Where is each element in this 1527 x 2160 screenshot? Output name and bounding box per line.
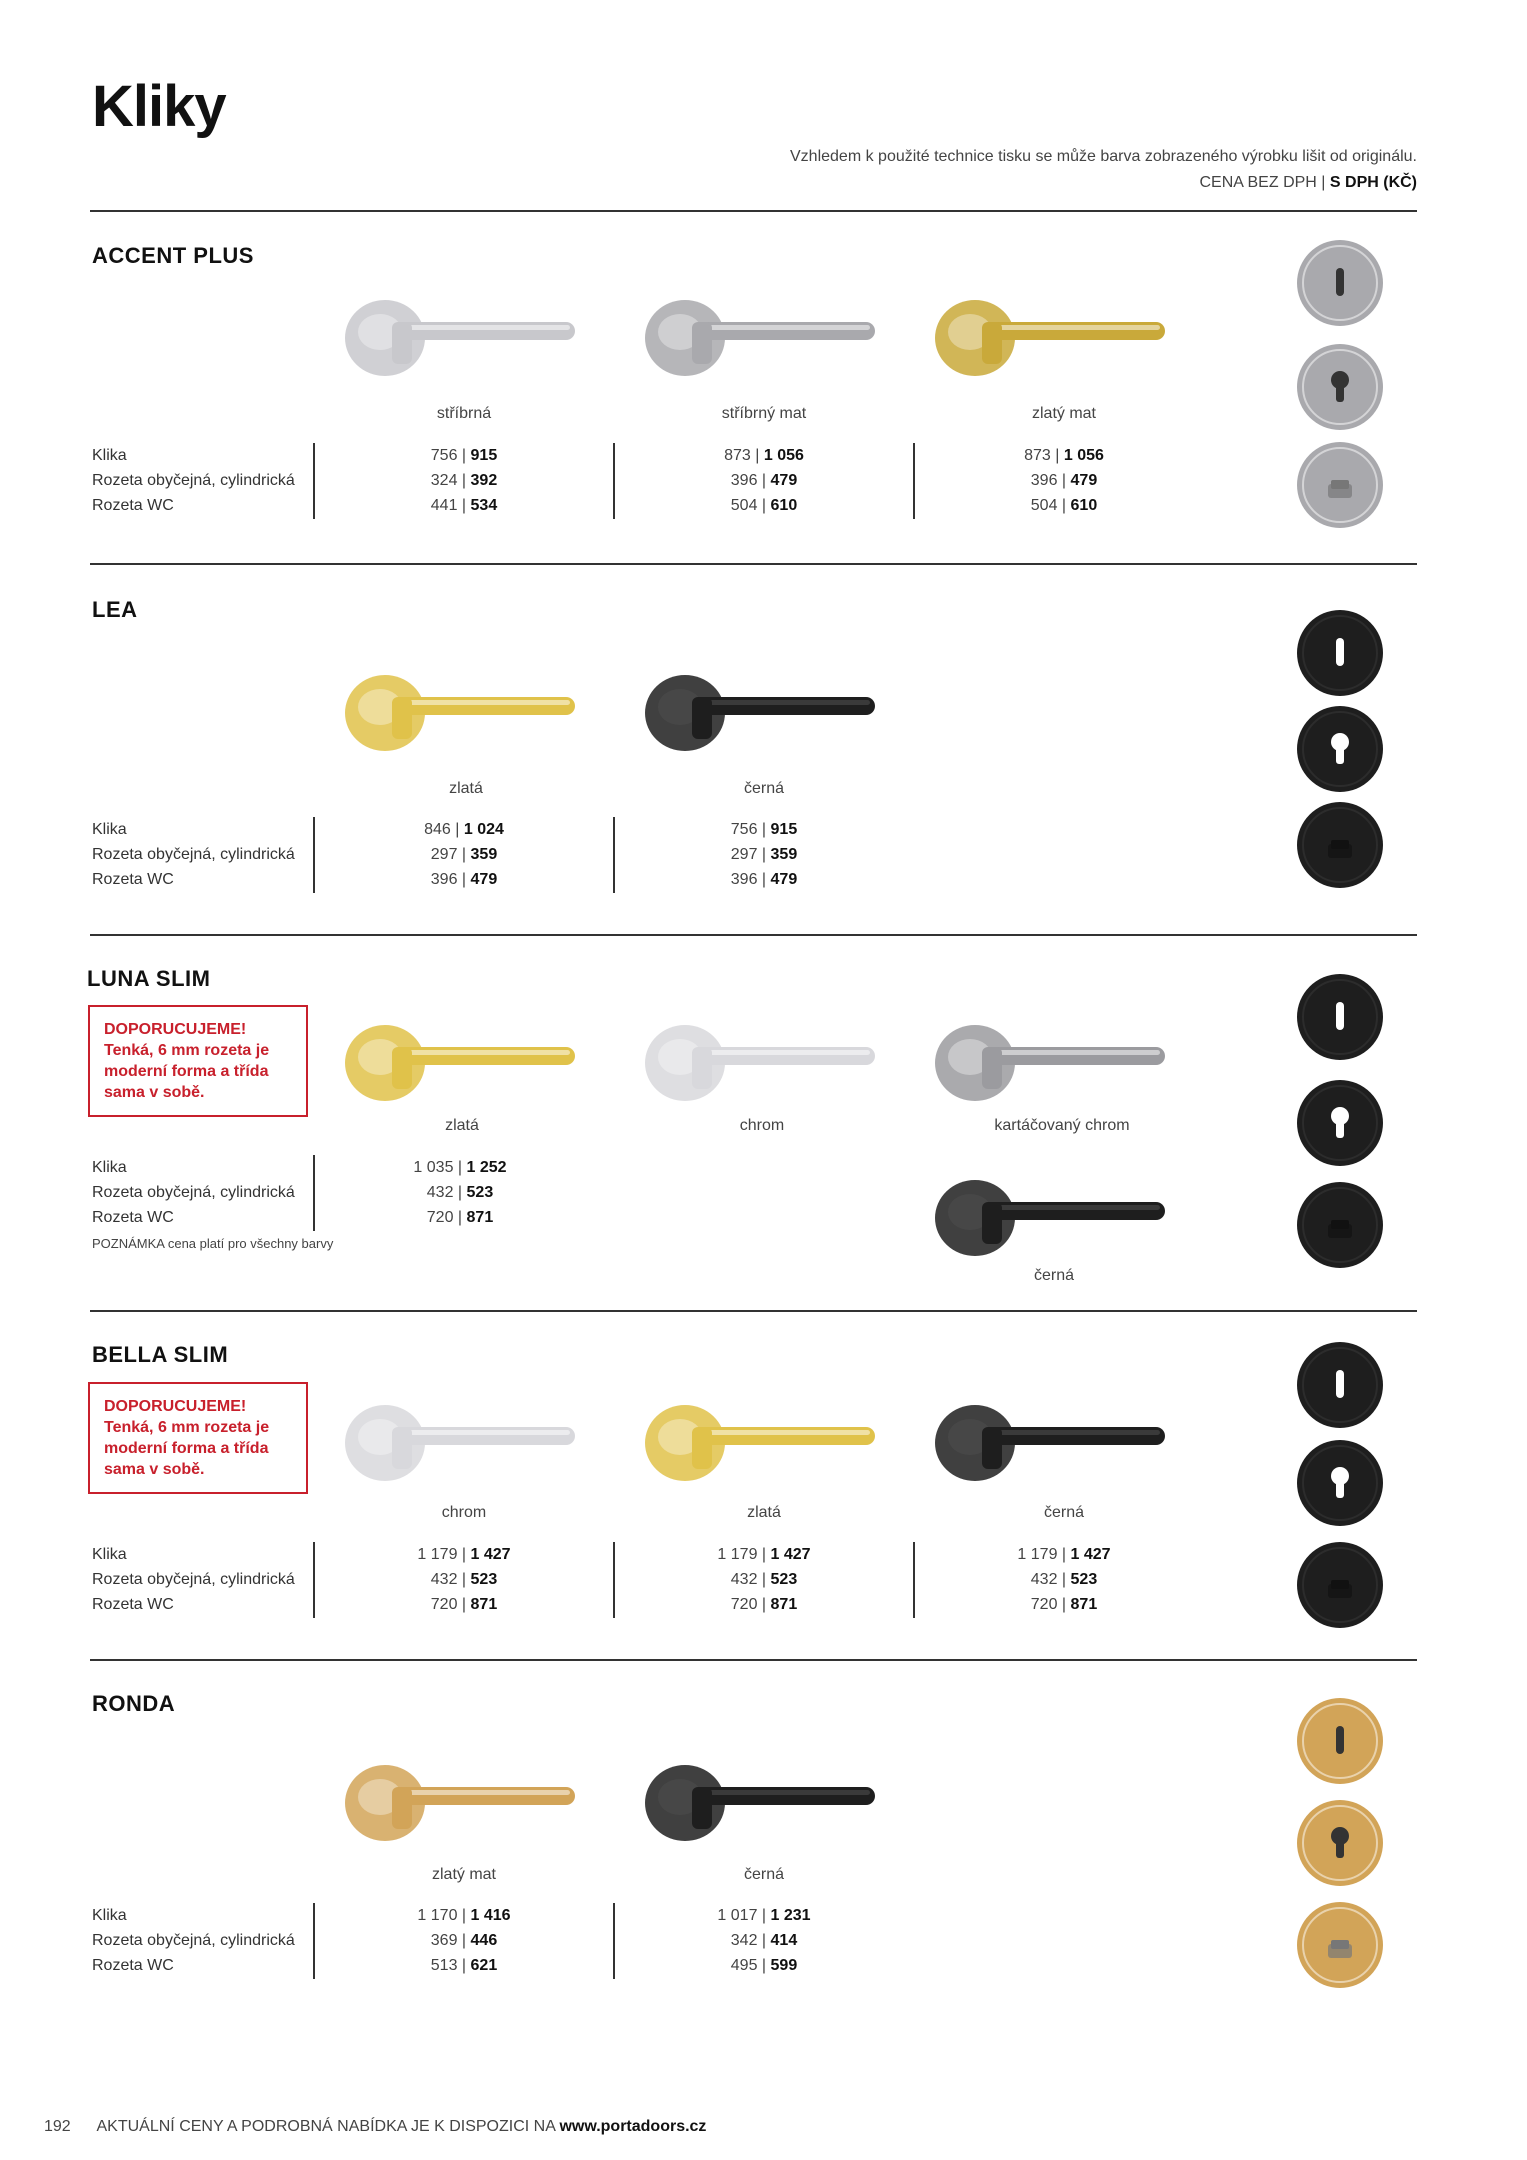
row-labels (92, 1903, 295, 1978)
column-separator (313, 1155, 315, 1231)
recommend-line: sama v sobě. (104, 1461, 205, 1478)
column-separator (313, 817, 315, 893)
price-gross: 1 416 (470, 1907, 511, 1924)
price-net: 495 (730, 1957, 758, 1974)
variant-label: černá (743, 780, 785, 797)
divider (90, 1659, 1417, 1661)
price-gross: 523 (1070, 1571, 1098, 1588)
column-separator (913, 1542, 915, 1618)
variant-label: chrom (441, 1504, 487, 1521)
price-gross: 523 (770, 1571, 798, 1588)
column-separator (313, 443, 315, 519)
price-net: 1 179 (417, 1546, 458, 1563)
price-gross: 1 056 (763, 447, 804, 464)
price-net: 756 (730, 821, 758, 838)
handle-image (640, 1005, 890, 1115)
variant-label: zlatý mat (1031, 405, 1096, 422)
price-net: 342 (730, 1932, 758, 1949)
row-label: Rozeta obyčejná, cylindrická (92, 846, 295, 863)
price-net: 369 (430, 1932, 458, 1949)
keyhole-rosette-image (1295, 608, 1385, 698)
column-separator (913, 443, 915, 519)
row-labels (92, 1542, 295, 1617)
price-net: 441 (430, 497, 458, 514)
handle-image (930, 1005, 1180, 1115)
price-gross: 915 (470, 447, 498, 464)
section-title-accent-plus: ACCENT PLUS (92, 243, 254, 268)
price-column: 1 179 | 1 427 432 | 523 720 | 871 (1017, 1546, 1111, 1613)
column-separator (613, 1903, 615, 1979)
recommend-line: moderní forma a třída (104, 1063, 269, 1080)
variant-label: kartáčovaný chrom (994, 1117, 1130, 1134)
row-label: Rozeta obyčejná, cylindrická (92, 472, 295, 489)
recommend-line: Tenká, 6 mm rozeta je (104, 1042, 270, 1059)
price-column: 873 | 1 056 396 | 479 504 | 610 (1024, 447, 1104, 514)
row-label: Rozeta WC (92, 871, 174, 888)
price-net: 396 (1030, 472, 1058, 489)
price-gross: 1 427 (770, 1546, 811, 1563)
keyhole-rosette-image (1295, 1696, 1385, 1786)
variant-label: chrom (739, 1117, 785, 1134)
price-gross: 1 231 (770, 1907, 811, 1924)
price-net: 720 (426, 1209, 454, 1226)
price-gross: 599 (770, 1957, 798, 1974)
price-net: 756 (430, 447, 458, 464)
price-net: 720 (1030, 1596, 1058, 1613)
price-gross: 871 (770, 1596, 798, 1613)
price-gross: 534 (470, 497, 498, 514)
price-gross: 479 (470, 871, 498, 888)
row-labels (92, 817, 295, 892)
row-label: Rozeta WC (92, 1957, 174, 1974)
wc-rosette-image (1295, 440, 1385, 530)
price-column: 756 | 915 297 | 359 396 | 479 (730, 821, 798, 888)
price-gross: 523 (470, 1571, 498, 1588)
row-label: Klika (92, 1159, 127, 1176)
handle-image (930, 1385, 1180, 1495)
price-net: 846 (424, 821, 451, 838)
row-label: Rozeta obyčejná, cylindrická (92, 1184, 295, 1201)
price-gross: 1 427 (1070, 1546, 1111, 1563)
recommend-line: Tenká, 6 mm rozeta je (104, 1419, 270, 1436)
cylinder-rosette-image (1295, 1078, 1385, 1168)
price-net: 1 170 (417, 1907, 458, 1924)
price-gross: 915 (770, 821, 798, 838)
price-net: 396 (430, 871, 458, 888)
variant-label: zlatá (747, 1504, 781, 1521)
column-separator (613, 1542, 615, 1618)
column-separator (613, 817, 615, 893)
price-net: 432 (730, 1571, 758, 1588)
row-label: Rozeta WC (92, 1209, 174, 1226)
price-net: 504 (730, 497, 758, 514)
price-net: 720 (430, 1596, 458, 1613)
recommend-line: moderní forma a třída (104, 1440, 269, 1457)
section-title-ronda: RONDA (92, 1691, 176, 1716)
price-gross: 359 (770, 846, 798, 863)
variant-label: zlatý mat (431, 1866, 496, 1883)
page-number: 192 (44, 2118, 71, 2135)
recommend-line: sama v sobě. (104, 1084, 205, 1101)
row-label: Klika (92, 447, 127, 464)
price-gross: 871 (470, 1596, 498, 1613)
price-net: 1 179 (717, 1546, 758, 1563)
price-without-vat: CENA BEZ DPH (1199, 174, 1317, 191)
price-net: 396 (730, 472, 758, 489)
section-title-luna-slim: LUNA SLIM (87, 966, 211, 991)
price-column: 1 170 | 1 416 369 | 446 513 | 621 (417, 1907, 511, 1974)
recommendation-box (88, 1005, 308, 1117)
wc-rosette-image (1295, 800, 1385, 890)
price-net: 1 017 (717, 1907, 758, 1924)
keyhole-rosette-image (1295, 1340, 1385, 1430)
cylinder-rosette-image (1295, 1798, 1385, 1888)
handle-image (640, 1745, 890, 1855)
handle-image (340, 655, 590, 765)
wc-rosette-image (1295, 1540, 1385, 1630)
price-gross: 446 (470, 1932, 498, 1949)
section-title-bella-slim: BELLA SLIM (92, 1342, 229, 1367)
column-separator (313, 1542, 315, 1618)
handle-image (340, 1385, 590, 1495)
price-net: 504 (1030, 497, 1058, 514)
row-label: Klika (92, 1907, 127, 1924)
divider (90, 563, 1417, 565)
section-title-lea: LEA (92, 597, 138, 622)
price-column: 846 | 1 024 297 | 359 396 | 479 (424, 821, 504, 888)
column-separator (613, 443, 615, 519)
footer-text: AKTUÁLNÍ CENY A PODROBNÁ NABÍDKA JE K DISPOZICI NA (96, 2118, 555, 2135)
row-label: Rozeta obyčejná, cylindrická (92, 1571, 295, 1588)
price-net: 432 (426, 1184, 454, 1201)
price-net: 297 (730, 846, 758, 863)
price-gross: 523 (466, 1184, 494, 1201)
recommendation-box (88, 1382, 308, 1494)
keyhole-rosette-image (1295, 238, 1385, 328)
price-gross: 414 (770, 1932, 798, 1949)
handle-image (930, 1160, 1180, 1270)
price-net: 720 (730, 1596, 758, 1613)
price-gross: 392 (470, 472, 498, 489)
variant-label: zlatá (449, 780, 483, 797)
variant-label: černá (743, 1866, 785, 1883)
variant-label: stříbrná (436, 405, 492, 422)
price-gross: 1 252 (466, 1159, 507, 1176)
handle-image (640, 280, 890, 390)
wc-rosette-image (1295, 1180, 1385, 1270)
handle-image (340, 1745, 590, 1855)
price-net: 873 (724, 447, 751, 464)
price-net: 396 (730, 871, 758, 888)
handle-image (340, 280, 590, 390)
divider (90, 210, 1417, 212)
price-column: 1 179 | 1 427 432 | 523 720 | 871 (717, 1546, 811, 1613)
cylinder-rosette-image (1295, 1438, 1385, 1528)
price-gross: 479 (1070, 472, 1098, 489)
handle-image (640, 655, 890, 765)
row-labels (92, 1155, 295, 1230)
price-net: 432 (430, 1571, 458, 1588)
price-gross: 871 (466, 1209, 494, 1226)
keyhole-rosette-image (1295, 972, 1385, 1062)
price-net: 1 035 (413, 1159, 454, 1176)
cylinder-rosette-image (1295, 704, 1385, 794)
row-labels (92, 443, 295, 518)
price-net: 513 (430, 1957, 458, 1974)
price-net: 432 (1030, 1571, 1058, 1588)
price-column: 873 | 1 056 396 | 479 504 | 610 (724, 447, 804, 514)
price-gross: 359 (470, 846, 498, 863)
handle-image (640, 1385, 890, 1495)
cylinder-rosette-image (1295, 342, 1385, 432)
disclaimer: Vzhledem k použité technice tisku se může barva zobrazeného výrobku lišit od originálu. (790, 148, 1417, 165)
row-label: Rozeta WC (92, 1596, 174, 1613)
price-gross: 479 (770, 871, 798, 888)
variant-label: stříbrný mat (721, 405, 807, 422)
row-label: Rozeta obyčejná, cylindrická (92, 1932, 295, 1949)
price-net: 873 (1024, 447, 1051, 464)
price-gross: 610 (770, 497, 798, 514)
divider (90, 1310, 1417, 1312)
price-gross: 610 (1070, 497, 1098, 514)
price-column: 1 179 | 1 427 432 | 523 720 | 871 (417, 1546, 511, 1613)
handle-image (930, 280, 1180, 390)
price-gross: 1 024 (463, 821, 504, 838)
price-gross: 621 (470, 1957, 498, 1974)
row-label: Klika (92, 821, 127, 838)
handle-image (340, 1005, 590, 1115)
page-title: Kliky (92, 74, 226, 139)
price-net: 324 (430, 472, 458, 489)
recommend-line: DOPORUCUJEME! (104, 1398, 247, 1415)
footer (44, 2118, 706, 2136)
price-net: 1 179 (1017, 1546, 1058, 1563)
footer-link[interactable]: www.portadoors.cz (559, 2118, 707, 2135)
price-note: POZNÁMKA cena platí pro všechny barvy (92, 1236, 334, 1251)
row-label: Rozeta WC (92, 497, 174, 514)
price-column: 1 017 | 1 231 342 | 414 495 | 599 (717, 1907, 811, 1974)
wc-rosette-image (1295, 1900, 1385, 1990)
variant-label: černá (1033, 1267, 1075, 1284)
price-gross: 479 (770, 472, 798, 489)
variant-label: černá (1043, 1504, 1085, 1521)
price-column: 756 | 915 324 | 392 441 | 534 (430, 447, 498, 514)
price-with-vat: S DPH (KČ) (1329, 174, 1417, 191)
recommend-line: DOPORUCUJEME! (104, 1021, 247, 1038)
variant-label: zlatá (445, 1117, 479, 1134)
price-column: 1 035 | 1 252 432 | 523 720 | 871 (413, 1159, 507, 1226)
row-label: Klika (92, 1546, 127, 1563)
price-gross: 871 (1070, 1596, 1098, 1613)
divider (90, 934, 1417, 936)
price-net: 297 (430, 846, 458, 863)
price-gross: 1 427 (470, 1546, 511, 1563)
price-gross: 1 056 (1063, 447, 1104, 464)
column-separator (313, 1903, 315, 1979)
price-header: CENA BEZ DPH | S DPH (KČ) (1199, 174, 1417, 191)
